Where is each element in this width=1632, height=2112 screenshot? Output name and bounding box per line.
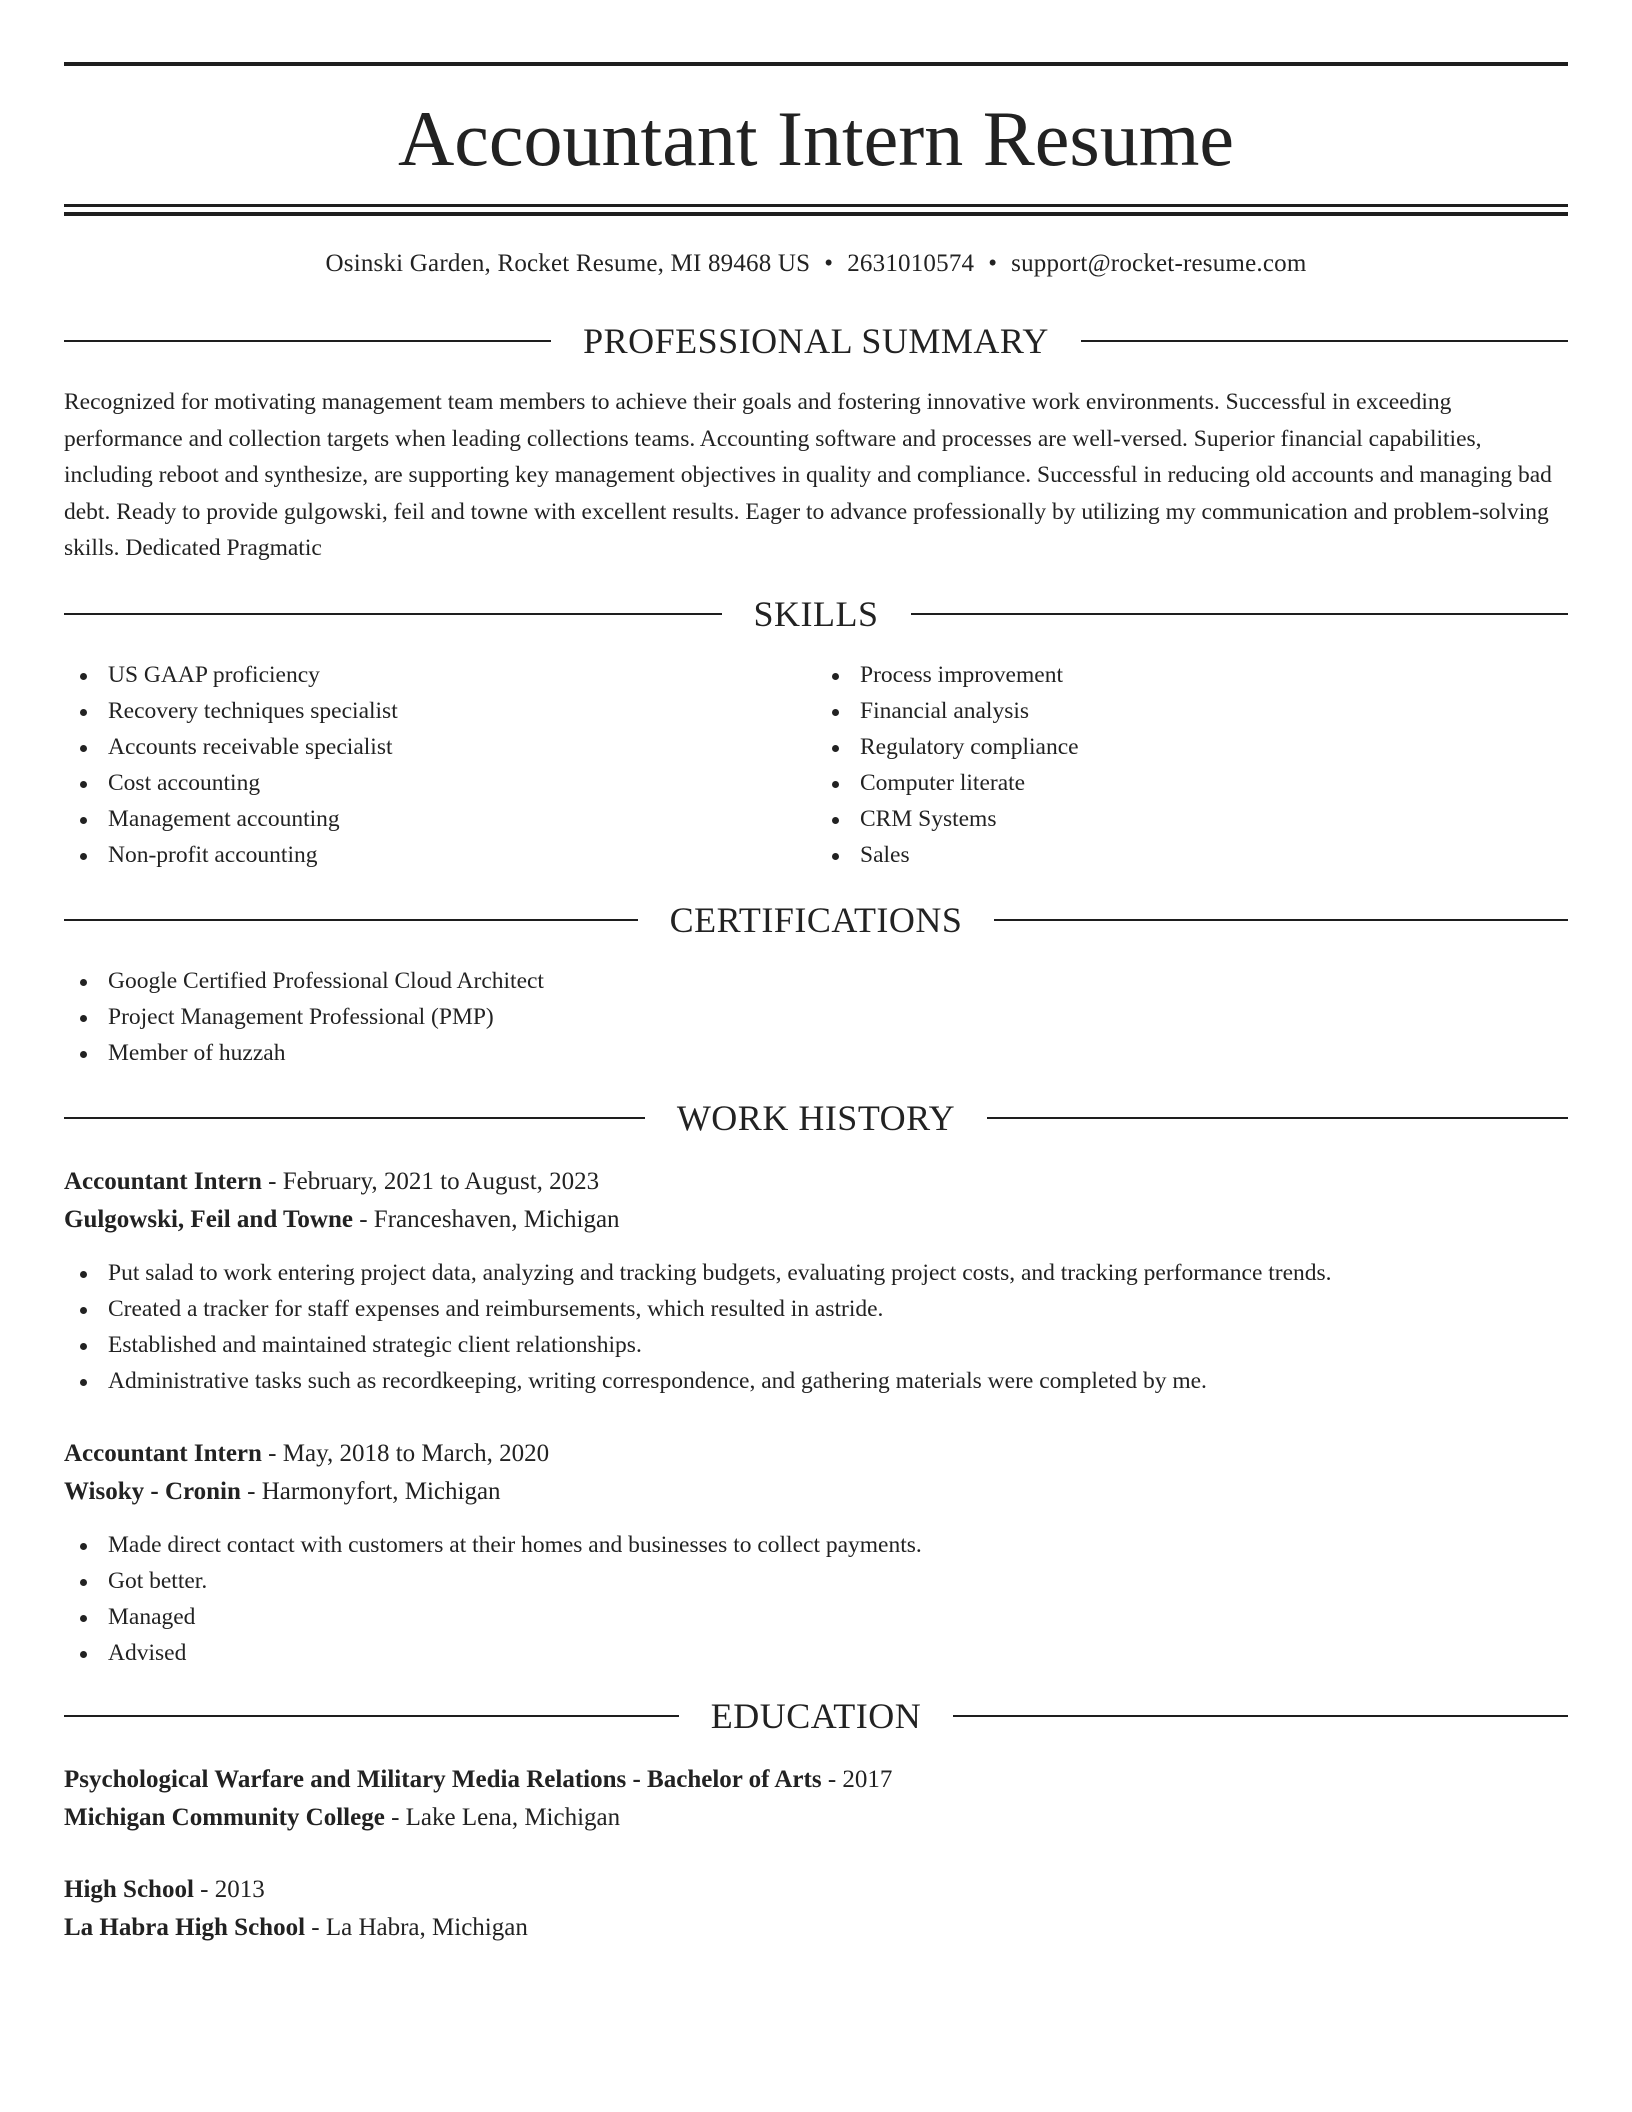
- job-title-line: [64, 1435, 1568, 1473]
- job-title: Accountant Intern: [64, 1167, 262, 1195]
- skill-item: Cost accounting: [64, 765, 816, 801]
- skills-list: [64, 657, 1568, 873]
- heading-rule-right: [994, 919, 1568, 921]
- job-title-line: [64, 1163, 1568, 1201]
- job-entry: [64, 1435, 1568, 1671]
- skills-column-left: [64, 657, 816, 873]
- skill-item: Management accounting: [64, 801, 816, 837]
- job-company: Wisoky - Cronin: [64, 1477, 241, 1505]
- job-company-line: [64, 1473, 1568, 1511]
- skills-heading-label: SKILLS: [753, 593, 879, 634]
- skill-item: Regulatory compliance: [816, 729, 1568, 765]
- skill-item: Recovery techniques specialist: [64, 693, 816, 729]
- contact-email: support@rocket-resume.com: [1011, 250, 1307, 277]
- skill-item: Process improvement: [816, 657, 1568, 693]
- job-duties: [64, 1527, 1568, 1671]
- heading-rule-left: [64, 919, 638, 921]
- school-location: - La Habra, Michigan: [311, 1913, 528, 1941]
- education-heading-label: EDUCATION: [710, 1695, 922, 1736]
- work-history-heading: [64, 1097, 1568, 1139]
- contact-line: [64, 250, 1568, 278]
- education-heading: [64, 1695, 1568, 1737]
- degree-name: Psychological Warfare and Military Media Relations - Bachelor of Arts: [64, 1765, 822, 1793]
- degree-year: - 2017: [827, 1765, 893, 1793]
- skill-item: US GAAP proficiency: [64, 657, 816, 693]
- skill-item: Non-profit accounting: [64, 837, 816, 873]
- contact-address: Osinski Garden, Rocket Resume, MI 89468 US: [325, 250, 811, 277]
- job-duty: Managed: [64, 1599, 1568, 1635]
- work-history-heading-label: WORK HISTORY: [676, 1097, 956, 1138]
- contact-phone: 2631010574: [847, 250, 975, 277]
- job-dates: - May, 2018 to March, 2020: [268, 1439, 550, 1467]
- heading-rule-left: [64, 340, 551, 342]
- school-name: Michigan Community College: [64, 1803, 385, 1831]
- title-double-rule: [64, 204, 1568, 216]
- job-duty: Administrative tasks such as recordkeeping, writing correspondence, and gathering materials were completed by me.: [64, 1363, 1568, 1399]
- job-title: Accountant Intern: [64, 1439, 262, 1467]
- heading-rule-right: [911, 613, 1569, 615]
- education-entry: [64, 1871, 1568, 1947]
- heading-rule-right: [1081, 340, 1568, 342]
- certification-item: Member of huzzah: [64, 1035, 1568, 1071]
- job-duty: Created a tracker for staff expenses and reimbursements, which resulted in astride.: [64, 1291, 1568, 1327]
- heading-rule-left: [64, 1715, 679, 1717]
- job-duty: Put salad to work entering project data, analyzing and tracking budgets, evaluating project costs, and tracking performance trends.: [64, 1255, 1568, 1291]
- skills-heading: [64, 593, 1568, 635]
- school-line: [64, 1799, 1568, 1837]
- skill-item: CRM Systems: [816, 801, 1568, 837]
- job-duty: Advised: [64, 1635, 1568, 1671]
- skill-item: Computer literate: [816, 765, 1568, 801]
- degree-year: - 2013: [200, 1875, 265, 1903]
- summary-heading-label: PROFESSIONAL SUMMARY: [583, 321, 1049, 361]
- job-duty: Got better.: [64, 1563, 1568, 1599]
- job-entry: [64, 1163, 1568, 1399]
- certifications-heading-label: CERTIFICATIONS: [669, 899, 963, 940]
- job-duty: Made direct contact with customers at their homes and businesses to collect payments.: [64, 1527, 1568, 1563]
- certification-item: Project Management Professional (PMP): [64, 999, 1568, 1035]
- heading-rule-left: [64, 613, 722, 615]
- job-company-line: [64, 1201, 1568, 1239]
- summary-text: Recognized for motivating management team members to achieve their goals and fostering innovative work environments. Successful in exceeding performance and collection targets when leading collections teams. Accounting software and processes are well-versed. Superior financial capabilities, including reboot and synthesize, are supporting key management objectives in quality and compliance. Successful in reducing old accounts and managing bad debt. Ready to provide gulgowski, feil and towne with excellent results. Eager to advance professionally by utilizing my communication and problem-solving skills. Dedicated Pragmatic: [64, 389, 1552, 561]
- job-location: - Harmonyfort, Michigan: [247, 1477, 501, 1505]
- job-dates: - February, 2021 to August, 2023: [268, 1167, 600, 1195]
- job-duties: [64, 1255, 1568, 1399]
- education-entry: [64, 1761, 1568, 1837]
- job-duty: Established and maintained strategic client relationships.: [64, 1327, 1568, 1363]
- school-line: [64, 1909, 1568, 1947]
- heading-rule-right: [987, 1117, 1568, 1119]
- skill-item: Accounts receivable specialist: [64, 729, 816, 765]
- job-company: Gulgowski, Feil and Towne: [64, 1205, 353, 1233]
- heading-rule-left: [64, 1117, 645, 1119]
- job-location: - Franceshaven, Michigan: [359, 1205, 620, 1233]
- heading-rule-right: [953, 1715, 1568, 1717]
- skill-item: Financial analysis: [816, 693, 1568, 729]
- resume-title: Accountant Intern Resume: [397, 95, 1235, 182]
- degree-name: High School: [64, 1875, 194, 1903]
- skills-column-right: [816, 657, 1568, 873]
- school-name: La Habra High School: [64, 1913, 306, 1941]
- contact-separator: •: [988, 250, 998, 277]
- degree-line: [64, 1761, 1568, 1799]
- skill-item: Sales: [816, 837, 1568, 873]
- certifications-heading: [64, 899, 1568, 941]
- summary-heading: [64, 320, 1568, 362]
- certification-item: Google Certified Professional Cloud Architect: [64, 963, 1568, 999]
- certifications-list: [64, 963, 1568, 1071]
- top-rule: [64, 62, 1568, 66]
- degree-line: [64, 1871, 1568, 1909]
- contact-separator: •: [824, 250, 834, 277]
- school-location: - Lake Lena, Michigan: [391, 1803, 621, 1831]
